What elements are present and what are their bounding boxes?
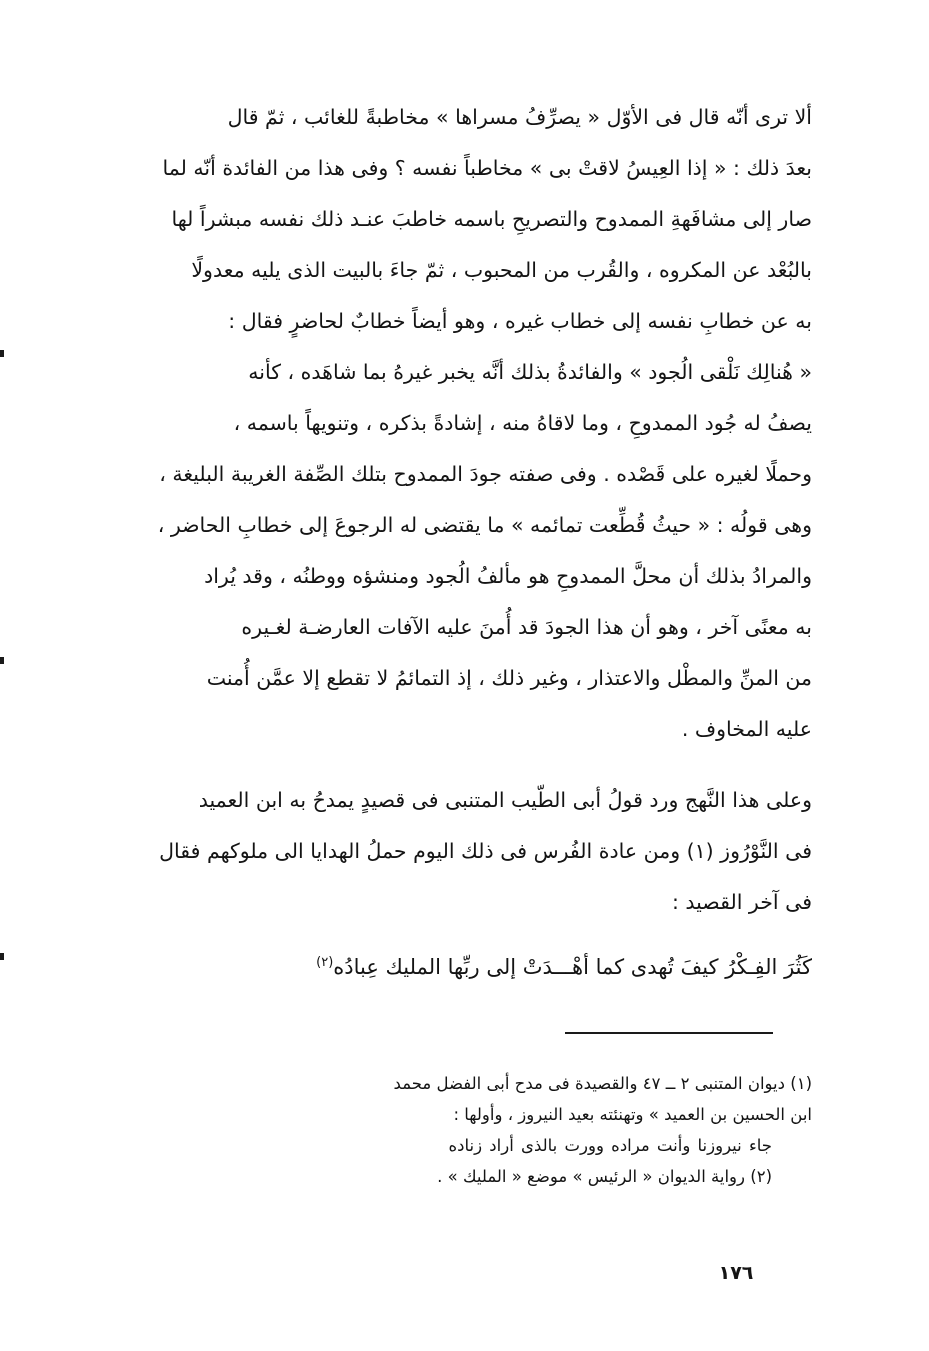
margin-mark (0, 657, 4, 664)
text-line: يصفُ له جُود الممدوحِ ، وما لاقاهُ منه ، إشادةً بذكره ، وتنويهاً باسمه ، (233, 411, 812, 435)
margin-mark (0, 350, 4, 357)
text-line: به عن خطابِ نفسه إلى خطاب غيره ، وهو أيضاً خطابٌ لحاضرٍ فقال : (228, 309, 812, 333)
text-line: وعلى هذا النَّهج ورد قولُ أبى الطّيب المتنبى فى قصيدٍ يمدحُ به ابن العميد (198, 788, 812, 812)
text-line: صار إلى مشافَهةِ الممدوح والتصريحِ باسمه خاطبَ عنـد ذلك نفسه مبشراً لها (171, 207, 812, 231)
margin-mark (0, 953, 4, 960)
text-line: « هُنالِك نَلْقى الُجود » والفائدةُ بذلك أنَّه يخبر غيرهُ بما شاهَده ، كأنه (248, 360, 812, 384)
text-line: بالبُعْد عن المكروه ، والقُرب من المحبوب ، ثمّ جاءَ بالبيت الذى يليه معدولًا (191, 258, 812, 282)
footnotes (112, 1068, 812, 1192)
footnote-verse: جاء نيروزنا وأنت مراده وورت بالذى أراد زناده (448, 1136, 772, 1155)
text-line: والمرادُ بذلك أن محلَّ الممدوحِ هو مألفُ الُجود ومنشؤه ووطنُه ، وقد يُراد (204, 564, 812, 588)
footnote-line: (٢) رواية الديوان « الرئيس » موضع « المليك » . (437, 1167, 772, 1186)
main-text (112, 92, 812, 928)
poetry-verse (200, 942, 812, 992)
text-line: وحملًا لغيره على قَصْده . وفى صفته جودَ الممدوح بتلك الصِّفة الغريبة البليغة ، (159, 462, 812, 486)
text-line: عليه المخاوف . (681, 717, 812, 741)
footnote-divider (565, 1032, 773, 1034)
text-line: من المنِّ والمطْل والاعتذار ، وغير ذلك ، إذ التمائمُ لا تقطع إلا عمَّن أُمنت (206, 666, 812, 690)
text-line: به معنًى آخر ، وهو أن هذا الجودَ قد أُمنَ عليه الآفات العارضـة لغـيره (241, 615, 812, 639)
text-line: فى آخر القصيد : (671, 890, 812, 914)
footnote-line: (١) ديوان المتنبى ٢ ــ ٤٧ والقصيدة فى مدح أبى الفضل محمد (393, 1074, 812, 1093)
verse-text: كَثُرَ الفِـكْرُ كيفَ تُهدى كما أهْـــدَتْ إلى ربِّها المليك عِبادُه (333, 955, 812, 979)
paragraph-1 (112, 92, 812, 755)
text-line: ألا ترى أنّه قال فى الأوّل « يصرِّفُ مسراها » مخاطبةً للغائب ، ثمّ قال (227, 105, 812, 129)
paragraph-2 (112, 775, 812, 928)
page-number: ١٧٦ (718, 1262, 754, 1284)
text-line: وهى قولُه : « حيثُ قُطِّعت تمائمه » ما يقتضى له الرجوعَ إلى خطابِ الحاضر ، (157, 513, 812, 537)
footnote-line: ابن الحسين بن العميد » وتهنئته بعيد النيروز ، وأولها : (453, 1105, 812, 1124)
text-line: فى النَّوْرُوز (١) ومن عادة الفُرس فى ذلك اليوم حملُ الهدايا الى ملوكهم فقال (159, 839, 812, 863)
verse-footnote-ref: (٢) (316, 955, 334, 970)
text-line: بعدَ ذلك : « إذا العِيسُ لاقتْ بى » مخاطباً نفسه ؟ وفى هذا من الفائدة أنّه لما (162, 156, 812, 180)
